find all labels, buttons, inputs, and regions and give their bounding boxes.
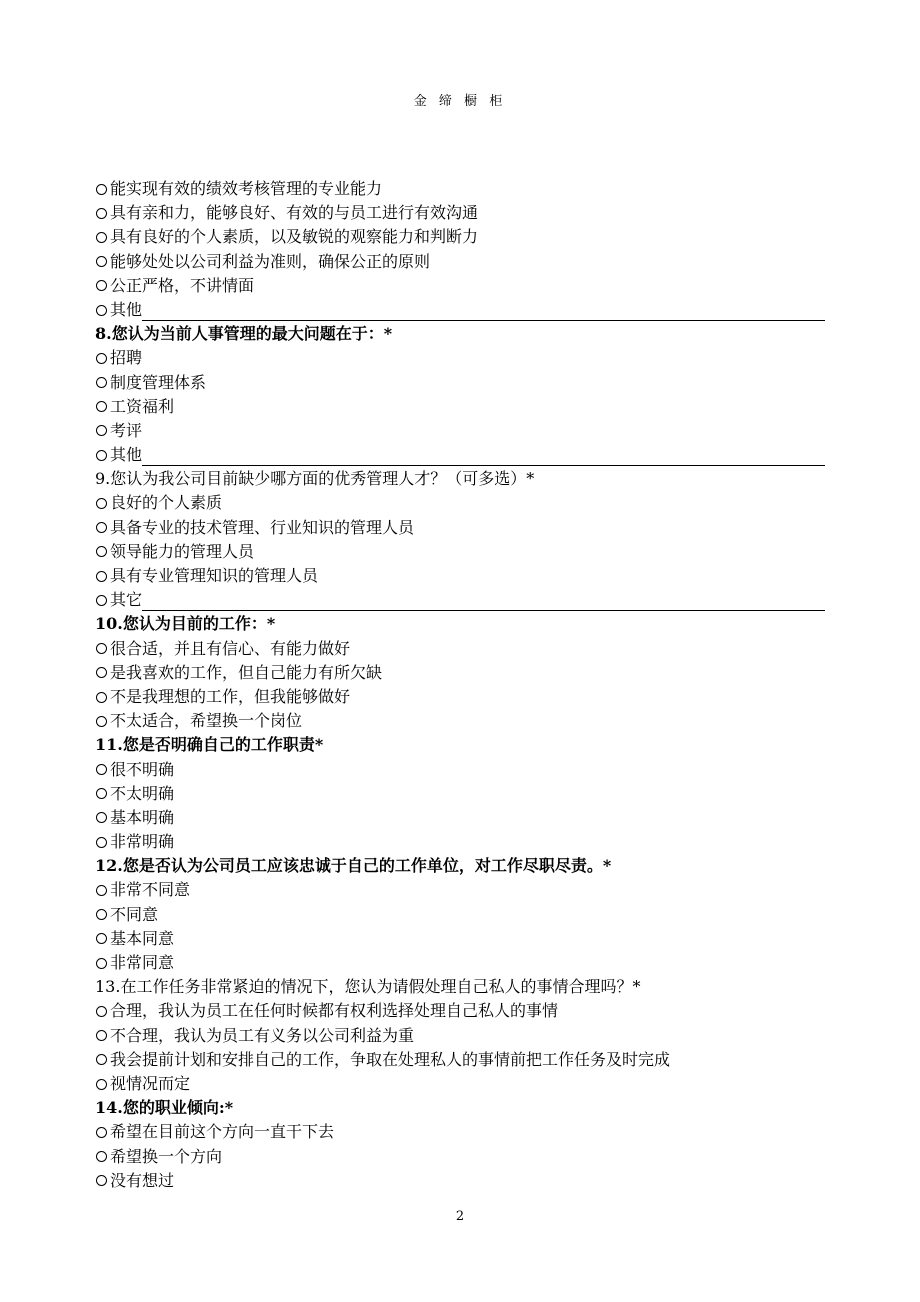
option-row[interactable] <box>95 1169 825 1193</box>
radio-circle-icon[interactable] <box>96 546 107 557</box>
option-label: 非常不同意 <box>110 880 191 900</box>
option-row[interactable] <box>95 685 825 709</box>
radio-circle-icon[interactable] <box>96 450 107 461</box>
radio-circle-icon[interactable] <box>96 788 107 799</box>
option-row[interactable] <box>95 806 825 830</box>
option-row-other[interactable] <box>95 588 825 612</box>
radio-circle-icon[interactable] <box>96 184 107 195</box>
option-label: 我会提前计划和安排自己的工作，争取在处理私人的事情前把工作任务及时完成 <box>110 1049 671 1069</box>
radio-circle-icon[interactable] <box>96 401 107 412</box>
option-row[interactable] <box>95 540 825 564</box>
option-row[interactable] <box>95 564 825 588</box>
radio-circle-icon[interactable] <box>96 933 107 944</box>
option-label: 招聘 <box>110 348 143 368</box>
option-row[interactable] <box>95 1048 825 1072</box>
radio-circle-icon[interactable] <box>96 1127 107 1138</box>
radio-circle-icon[interactable] <box>96 909 107 920</box>
option-row[interactable] <box>95 274 825 298</box>
radio-circle-icon[interactable] <box>96 716 107 727</box>
question-title: 11.您是否明确自己的工作职责* <box>95 735 324 755</box>
option-label: 制度管理体系 <box>110 372 207 392</box>
option-row-other[interactable] <box>95 298 825 322</box>
option-label: 非常同意 <box>110 953 175 972</box>
radio-circle-icon[interactable] <box>96 232 107 243</box>
option-label: 不太明确 <box>110 783 175 803</box>
radio-circle-icon[interactable] <box>96 812 107 823</box>
option-row[interactable] <box>95 709 825 733</box>
question-title: 12.您是否认为公司员工应该忠诚于自己的工作单位，对工作尽职尽责。* <box>95 856 612 876</box>
option-row[interactable] <box>95 419 825 443</box>
question-title: 9.您认为我公司目前缺少哪方面的优秀管理人才？（可多选）* <box>95 469 535 489</box>
option-row[interactable] <box>95 903 825 927</box>
radio-circle-icon[interactable] <box>96 280 107 291</box>
option-row[interactable] <box>95 758 825 782</box>
option-label: 其它 <box>110 590 143 610</box>
option-label: 能实现有效的绩效考核管理的专业能力 <box>110 179 383 198</box>
option-row[interactable] <box>95 1072 825 1096</box>
option-row-other[interactable] <box>95 443 825 467</box>
fill-in-blank-line[interactable] <box>142 302 825 321</box>
option-label: 视情况而定 <box>110 1073 191 1093</box>
option-label: 没有想过 <box>110 1170 175 1190</box>
option-label: 公正严格，不讲情面 <box>110 275 255 295</box>
option-label: 基本明确 <box>110 807 175 827</box>
survey-content <box>95 177 825 1193</box>
option-label: 其他 <box>110 299 143 319</box>
option-label: 不是我理想的工作，但我能够做好 <box>110 686 351 706</box>
option-label: 能够处处以公司利益为准则，确保公正的原则 <box>110 251 431 271</box>
option-label: 具有亲和力，能够良好、有效的与员工进行有效沟通 <box>110 203 479 223</box>
page-number: 2 <box>455 1209 465 1224</box>
radio-circle-icon[interactable] <box>96 425 107 436</box>
radio-circle-icon[interactable] <box>96 208 107 219</box>
question-title: 13.在工作任务非常紧迫的情况下，您认为请假处理自己私人的事情合理吗？* <box>95 977 641 997</box>
radio-circle-icon[interactable] <box>96 1175 107 1186</box>
option-label: 具备专业的技术管理、行业知识的管理人员 <box>110 517 415 537</box>
option-label: 合理，我认为员工在任何时候都有权利选择处理自己私人的事情 <box>110 1001 559 1021</box>
option-label: 非常明确 <box>110 832 175 852</box>
question-title: 10.您认为目前的工作：* <box>95 614 276 634</box>
radio-circle-icon[interactable] <box>96 571 107 582</box>
radio-circle-icon[interactable] <box>96 692 107 703</box>
option-label: 不太适合，希望换一个岗位 <box>110 711 303 731</box>
option-row[interactable] <box>95 661 825 685</box>
radio-circle-icon[interactable] <box>96 498 107 509</box>
radio-circle-icon[interactable] <box>96 1006 107 1017</box>
option-label: 具有专业管理知识的管理人员 <box>110 566 319 585</box>
radio-circle-icon[interactable] <box>96 305 107 316</box>
radio-circle-icon[interactable] <box>96 353 107 364</box>
fill-in-blank-line[interactable] <box>142 592 825 611</box>
option-row[interactable] <box>95 782 825 806</box>
option-row[interactable] <box>95 1145 825 1169</box>
option-row[interactable] <box>95 830 825 854</box>
option-row[interactable] <box>95 491 825 515</box>
page-header: 金 缔 橱 柜 <box>413 94 507 109</box>
option-label: 很合适，并且有信心、有能力做好 <box>110 638 351 658</box>
question-title: 14.您的职业倾向:* <box>95 1098 234 1118</box>
radio-circle-icon[interactable] <box>96 1079 107 1090</box>
option-row[interactable] <box>95 1120 825 1144</box>
radio-circle-icon[interactable] <box>96 837 107 848</box>
radio-circle-icon[interactable] <box>96 764 107 775</box>
option-row[interactable] <box>95 951 825 975</box>
option-row[interactable] <box>95 225 825 249</box>
option-label: 良好的个人素质 <box>110 493 223 513</box>
radio-circle-icon[interactable] <box>96 377 107 388</box>
option-label: 希望换一个方向 <box>110 1146 223 1166</box>
radio-circle-icon[interactable] <box>96 643 107 654</box>
option-row[interactable] <box>95 346 825 370</box>
radio-circle-icon[interactable] <box>96 522 107 533</box>
option-label: 考评 <box>110 420 143 440</box>
fill-in-blank-line[interactable] <box>142 447 825 466</box>
option-label: 工资福利 <box>110 396 175 416</box>
radio-circle-icon[interactable] <box>96 1054 107 1065</box>
question-title: 8.您认为当前人事管理的最大问题在于：* <box>95 324 393 344</box>
option-label: 很不明确 <box>110 759 175 779</box>
option-label: 希望在目前这个方向一直干下去 <box>110 1122 335 1142</box>
radio-circle-icon[interactable] <box>96 1030 107 1041</box>
option-row[interactable] <box>95 201 825 225</box>
option-row[interactable] <box>95 637 825 661</box>
option-label: 不同意 <box>110 904 159 924</box>
radio-circle-icon[interactable] <box>96 667 107 678</box>
radio-circle-icon[interactable] <box>96 958 107 969</box>
option-row[interactable] <box>95 516 825 540</box>
option-label: 不合理，我认为员工有义务以公司利益为重 <box>110 1025 415 1045</box>
radio-circle-icon[interactable] <box>96 885 107 896</box>
option-label: 是我喜欢的工作，但自己能力有所欠缺 <box>110 662 383 682</box>
option-row[interactable] <box>95 371 825 395</box>
option-row[interactable] <box>95 878 825 902</box>
option-row[interactable] <box>95 177 825 201</box>
option-label: 其他 <box>110 445 143 465</box>
option-label: 具有良好的个人素质，以及敏锐的观察能力和判断力 <box>110 227 479 247</box>
option-row[interactable] <box>95 1024 825 1048</box>
option-row[interactable] <box>95 250 825 274</box>
radio-circle-icon[interactable] <box>96 256 107 267</box>
option-label: 领导能力的管理人员 <box>110 541 255 561</box>
radio-circle-icon[interactable] <box>96 1151 107 1162</box>
option-row[interactable] <box>95 395 825 419</box>
option-label: 基本同意 <box>110 928 175 948</box>
radio-circle-icon[interactable] <box>96 595 107 606</box>
option-row[interactable] <box>95 927 825 951</box>
option-row[interactable] <box>95 999 825 1023</box>
